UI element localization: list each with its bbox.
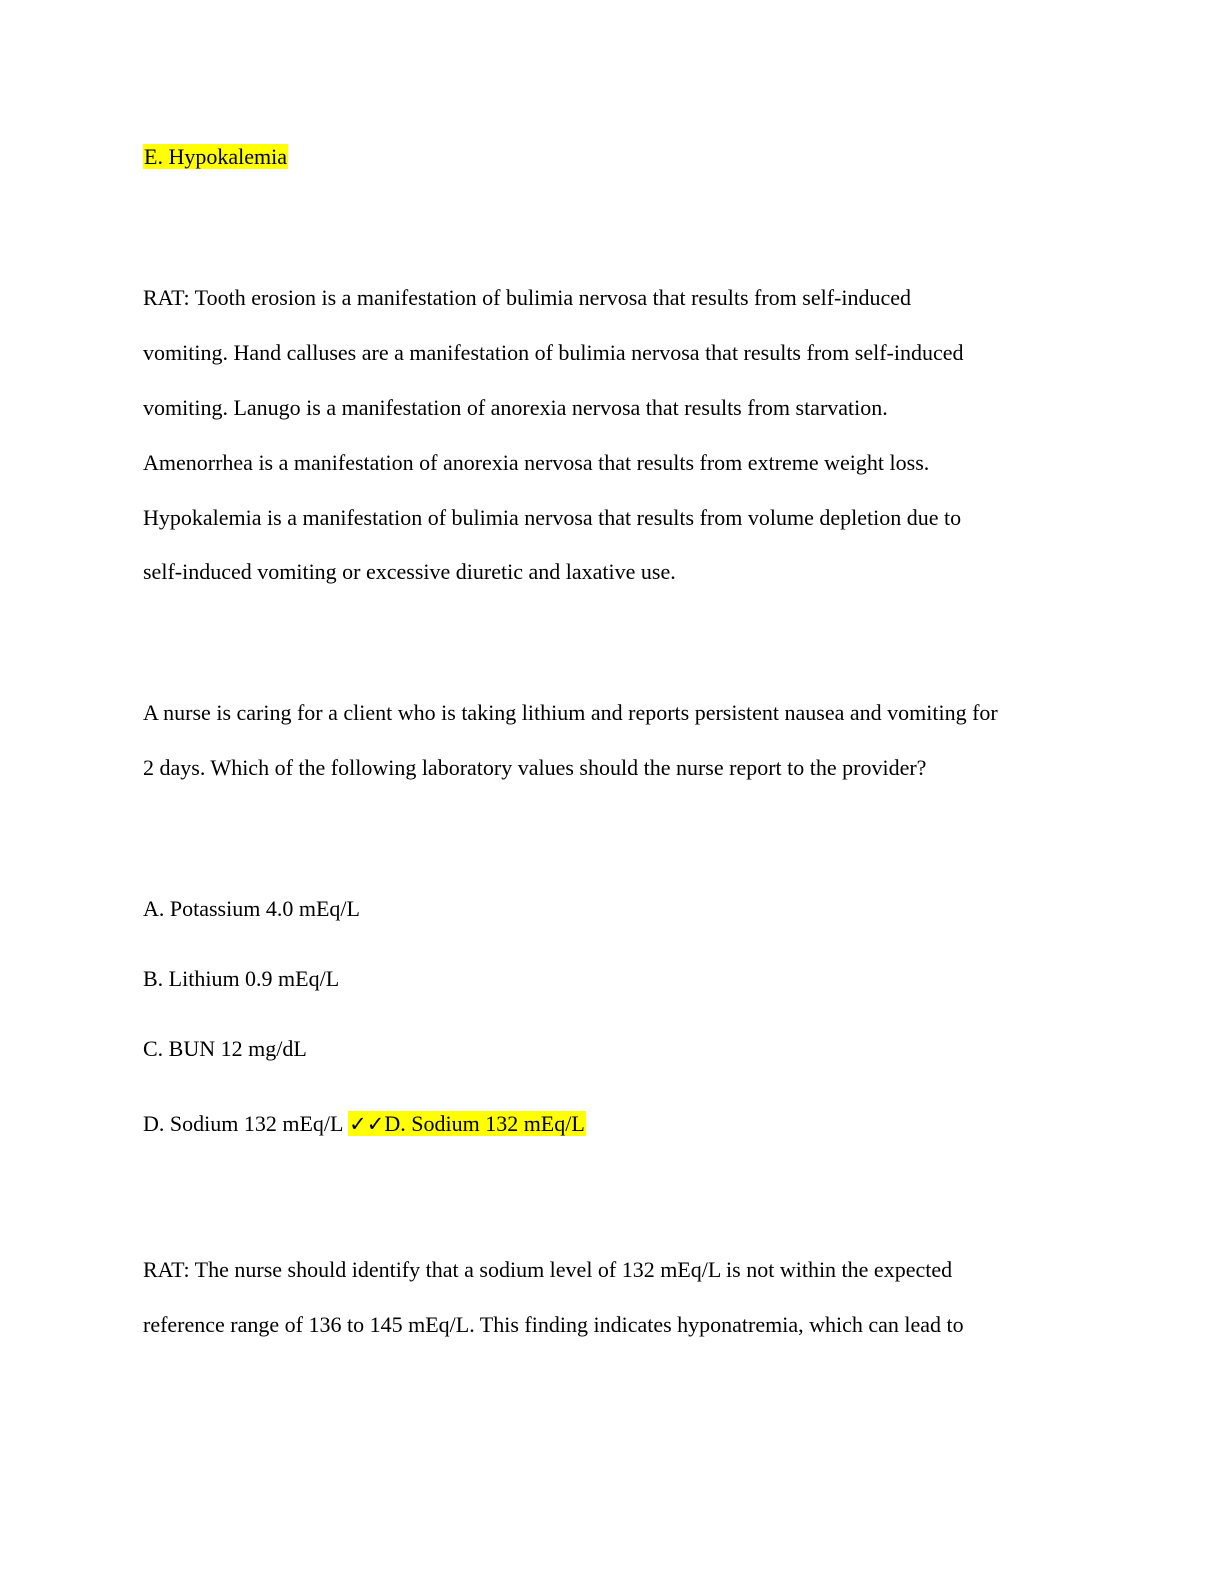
option-c: C. BUN 12 mg/dL xyxy=(143,1036,307,1061)
rationale-1-line: vomiting. Hand calluses are a manifestation of bulimia nervosa that results from self-induced xyxy=(143,340,964,365)
correct-answer-highlight xyxy=(348,1111,586,1136)
previous-answer-highlight: E. Hypokalemia xyxy=(144,144,287,169)
rationale-1-line: self-induced vomiting or excessive diuretic and laxative use. xyxy=(143,559,676,584)
rationale-1-line: RAT: Tooth erosion is a manifestation of bulimia nervosa that results from self-induced xyxy=(143,285,912,310)
question-line: 2 days. Which of the following laboratory values should the nurse report to the provider? xyxy=(143,755,927,780)
option-d-row xyxy=(143,1111,586,1137)
rationale-1-line: Amenorrhea is a manifestation of anorexia nervosa that results from extreme weight loss. xyxy=(143,450,930,475)
option-a: A. Potassium 4.0 mEq/L xyxy=(143,896,360,921)
correct-answer-text: D. Sodium 132 mEq/L xyxy=(384,1111,585,1136)
option-b: B. Lithium 0.9 mEq/L xyxy=(143,966,340,991)
rationale-1-line: Hypokalemia is a manifestation of bulimia nervosa that results from volume depletion due to xyxy=(143,505,962,530)
rationale-2-line: RAT: The nurse should identify that a sodium level of 132 mEq/L is not within the expected xyxy=(143,1257,953,1282)
double-checkmark-icon: ✓✓ xyxy=(349,1112,385,1136)
previous-answer xyxy=(143,144,288,170)
option-d: D. Sodium 132 mEq/L xyxy=(143,1111,343,1136)
question-line: A nurse is caring for a client who is taking lithium and reports persistent nausea and vomiting for xyxy=(143,700,998,725)
rationale-1-line: vomiting. Lanugo is a manifestation of anorexia nervosa that results from starvation. xyxy=(143,395,888,420)
rationale-2-line: reference range of 136 to 145 mEq/L. This finding indicates hyponatremia, which can lead to xyxy=(143,1312,964,1337)
